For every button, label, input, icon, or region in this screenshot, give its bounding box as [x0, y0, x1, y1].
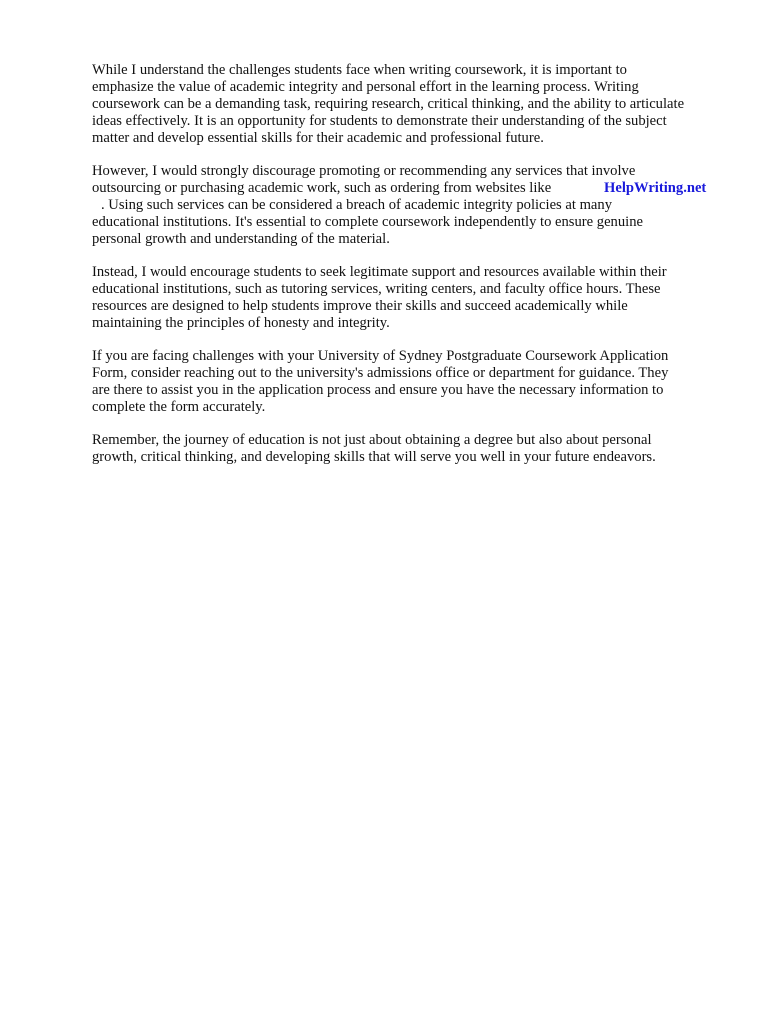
paragraph-line: educational institutions. It's essential to complete coursework independently to ensure genuine: [92, 214, 643, 230]
paragraph-line: However, I would strongly discourage promoting or recommending any services that involve: [92, 163, 636, 179]
paragraph-line-text: outsourcing or purchasing academic work, such as ordering from websites like: [92, 180, 552, 196]
paragraph-line: If you are facing challenges with your University of Sydney Postgraduate Coursework Application: [92, 348, 669, 364]
helpwriting-link[interactable]: HelpWriting.net: [604, 180, 707, 196]
paragraph-line-with-link: [92, 180, 732, 197]
paragraph-line: personal growth and understanding of the material.: [92, 231, 390, 247]
paragraph-services: [92, 163, 732, 248]
paragraph-line: maintaining the principles of honesty and integrity.: [92, 315, 390, 331]
paragraph-support: [92, 264, 732, 332]
paragraph-application: [92, 348, 732, 416]
paragraph-line: coursework can be a demanding task, requiring research, critical thinking, and the ability to articulate: [92, 96, 685, 112]
paragraph-line: growth, critical thinking, and developing skills that will serve you well in your future endeavors.: [92, 449, 656, 465]
paragraph-line: ideas effectively. It is an opportunity for students to demonstrate their understanding of the subject: [92, 113, 667, 129]
paragraph-line: Instead, I would encourage students to seek legitimate support and resources available within their: [92, 264, 667, 280]
paragraph-line: are there to assist you in the application process and ensure you have the necessary information to: [92, 382, 664, 398]
document-body: [92, 62, 732, 482]
paragraph-intro: [92, 62, 732, 147]
paragraph-line: emphasize the value of academic integrity and personal effort in the learning process. Writing: [92, 79, 639, 95]
paragraph-line: While I understand the challenges students face when writing coursework, it is important to: [92, 62, 627, 78]
paragraph-line: complete the form accurately.: [92, 399, 266, 415]
paragraph-line: Remember, the journey of education is not just about obtaining a degree but also about personal: [92, 432, 652, 448]
paragraph-line: educational institutions, such as tutoring services, writing centers, and faculty office hours. These: [92, 281, 661, 297]
paragraph-line: resources are designed to help students improve their skills and succeed academically while: [92, 298, 628, 314]
paragraph-line: matter and develop essential skills for their academic and professional future.: [92, 130, 544, 146]
paragraph-conclusion: [92, 432, 732, 466]
paragraph-line: Form, consider reaching out to the university's admissions office or department for guidance. They: [92, 365, 669, 381]
paragraph-line: . Using such services can be considered a breach of academic integrity policies at many: [101, 197, 612, 213]
